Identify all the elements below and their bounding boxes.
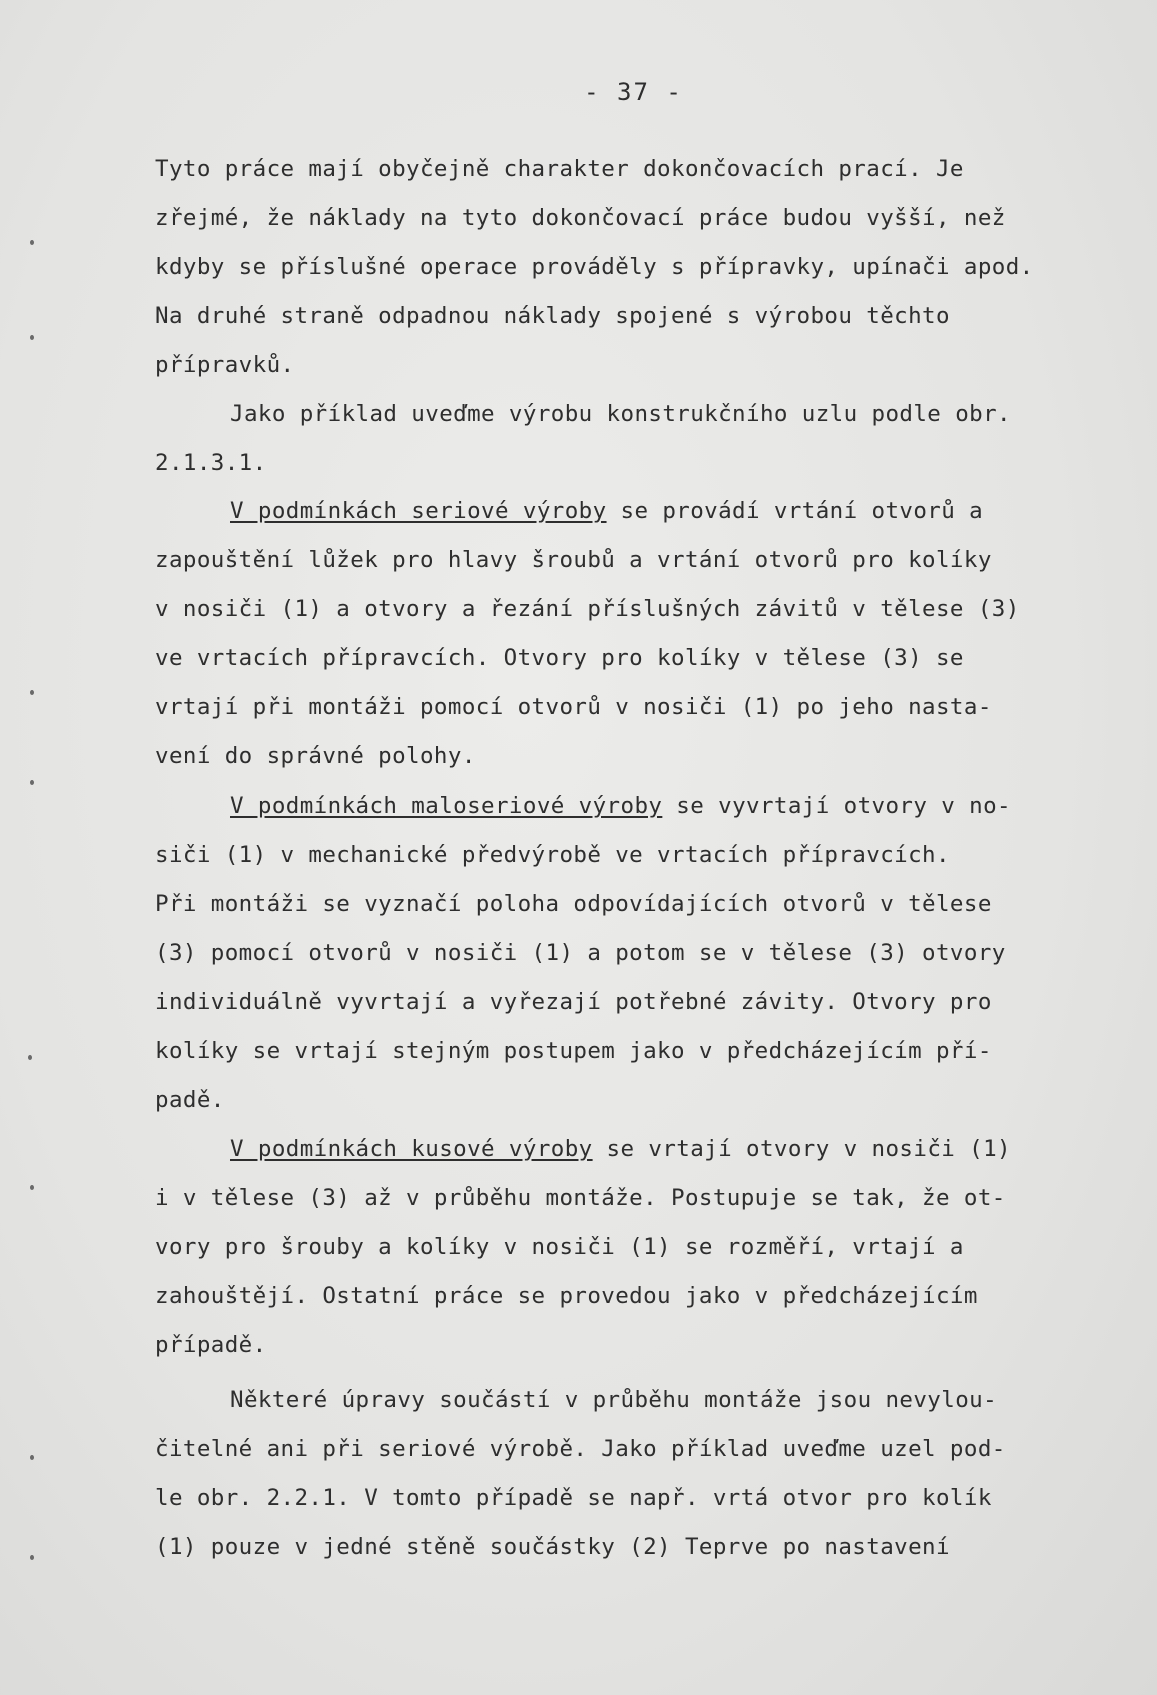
- text-line: ve vrtacích přípravcích. Otvory pro kolíky v tělese (3) se: [155, 645, 964, 671]
- text-line: individuálně vyvrtají a vyřezají potřebné závity. Otvory pro: [155, 989, 992, 1015]
- text-line: padě.: [155, 1087, 225, 1113]
- text-line: čitelné ani při seriové výrobě. Jako příklad uveďme uzel pod-: [155, 1436, 1006, 1462]
- margin-speck: [30, 690, 34, 695]
- text-line: Jako příklad uveďme výrobu konstrukčního uzlu podle obr.: [230, 401, 1011, 427]
- text-line: [230, 500, 983, 523]
- text-line: zahouštějí. Ostatní práce se provedou jako v předcházejícím: [155, 1283, 978, 1309]
- margin-speck: [30, 1555, 34, 1560]
- text-line: Na druhé straně odpadnou náklady spojené s výrobou těchto: [155, 303, 950, 329]
- margin-speck: [30, 780, 34, 785]
- text-span: se provádí vrtání otvorů a: [606, 498, 984, 524]
- text-line: přípravků.: [155, 352, 295, 378]
- text-line: v nosiči (1) a otvory a řezání příslušných závitů v tělese (3): [155, 596, 1020, 622]
- margin-speck: [30, 1185, 34, 1190]
- text-line: zřejmé, že náklady na tyto dokončovací práce budou vyšší, než: [155, 205, 1006, 231]
- text-line: vrtají při montáži pomocí otvorů v nosiči (1) po jeho nasta-: [155, 694, 992, 720]
- text-line: siči (1) v mechanické předvýrobě ve vrtacích přípravcích.: [155, 842, 950, 868]
- text-line: [230, 1138, 1011, 1161]
- page-number: - 37 -: [584, 78, 683, 106]
- section-heading-piece: V podmínkách kusové výroby: [230, 1136, 593, 1162]
- text-line: vení do správné polohy.: [155, 743, 476, 769]
- text-line: Tyto práce mají obyčejně charakter dokončovacích prací. Je: [155, 156, 964, 182]
- margin-speck: [28, 1055, 32, 1060]
- text-line: případě.: [155, 1332, 267, 1358]
- text-line: 2.1.3.1.: [155, 450, 267, 476]
- text-span: se vyvrtají otvory v no-: [662, 793, 1011, 819]
- text-line: Některé úpravy součástí v průběhu montáže jsou nevylou-: [230, 1387, 998, 1413]
- section-heading-small-series: V podmínkách maloseriové výroby: [230, 793, 663, 819]
- margin-speck: [30, 240, 34, 245]
- section-heading-serial: V podmínkách seriové výroby: [230, 498, 607, 524]
- text-line: zapouštění lůžek pro hlavy šroubů a vrtání otvorů pro kolíky: [155, 547, 992, 573]
- margin-speck: [30, 335, 34, 340]
- text-line: [230, 795, 1011, 818]
- text-span: se vrtají otvory v nosiči (1): [592, 1136, 1011, 1162]
- text-line: i v tělese (3) až v průběhu montáže. Postupuje se tak, že ot-: [155, 1185, 1006, 1211]
- text-line: kolíky se vrtají stejným postupem jako v předcházejícím pří-: [155, 1038, 992, 1064]
- text-line: vory pro šrouby a kolíky v nosiči (1) se rozměří, vrtají a: [155, 1234, 964, 1260]
- text-line: le obr. 2.2.1. V tomto případě se např. vrtá otvor pro kolík: [155, 1485, 992, 1511]
- text-line: kdyby se příslušné operace prováděly s přípravky, upínači apod.: [155, 254, 1034, 280]
- text-line: (1) pouze v jedné stěně součástky (2) Teprve po nastavení: [155, 1534, 950, 1560]
- text-line: Při montáži se vyznačí poloha odpovídajících otvorů v tělese: [155, 891, 992, 917]
- text-line: (3) pomocí otvorů v nosiči (1) a potom se v tělese (3) otvory: [155, 940, 1006, 966]
- margin-speck: [30, 1455, 34, 1460]
